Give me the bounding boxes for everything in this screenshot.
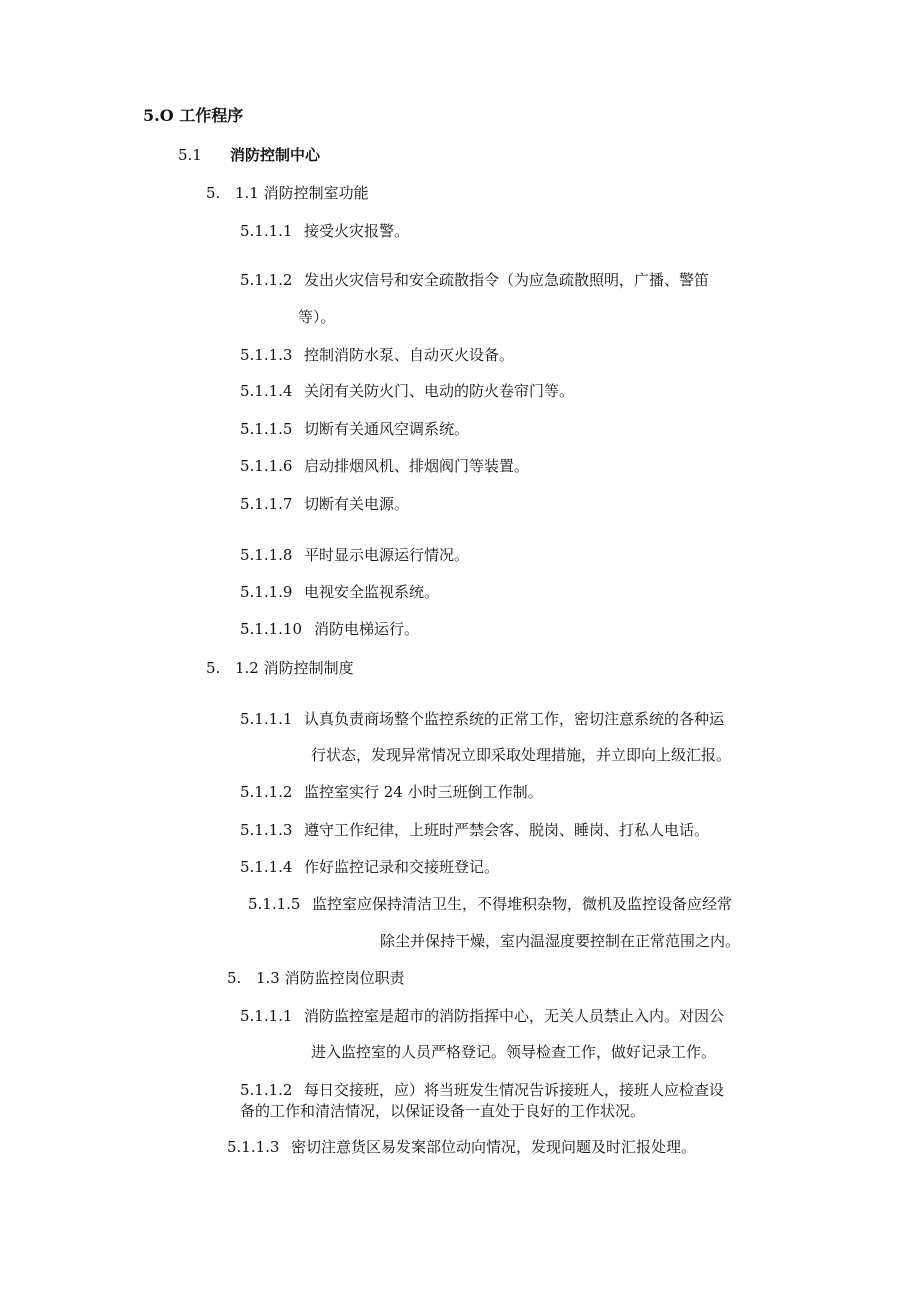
list-item <box>240 345 514 365</box>
item-number: 5.1.1.1 <box>240 222 293 240</box>
list-item <box>240 1006 724 1026</box>
item-number: 5.1.1.2 <box>240 271 293 289</box>
item-text: 切断有关电源。 <box>304 495 410 513</box>
item-number: 5.1.1.9 <box>240 583 293 601</box>
list-item <box>240 221 409 241</box>
subsection-1-1 <box>206 183 369 203</box>
list-item <box>240 1080 724 1100</box>
item-number: 5.1.1.3 <box>227 1138 280 1156</box>
item-number: 5.1.1.4 <box>240 858 293 876</box>
list-item <box>240 381 574 401</box>
item-text: 启动排烟风机、排烟阀门等装置。 <box>304 457 530 475</box>
section-5-1 <box>178 145 320 165</box>
list-item <box>240 782 543 802</box>
item-text: 作好监控记录和交接班登记。 <box>304 858 500 876</box>
item-text: 消防监控室是超市的消防指挥中心，无关人员禁止入内。对因公 <box>304 1007 725 1025</box>
item-text: 接受火灾报警。 <box>304 222 410 240</box>
section-number: 5.1 <box>178 146 202 164</box>
list-item <box>240 456 529 476</box>
item-text: 消防电梯运行。 <box>314 620 420 638</box>
item-text: 每日交接班，应）将当班发生情况告诉接班人，接班人应检查设 <box>304 1081 725 1099</box>
item-number: 5.1.1.10 <box>240 620 303 638</box>
item-text: 遵守工作纪律，上班时严禁会客、脱岗、睡岗、打私人电话。 <box>304 821 710 839</box>
item-number: 5.1.1.2 <box>240 783 293 801</box>
item-text: 密切注意货区易发案部位动向情况，发现问题及时汇报处理。 <box>291 1138 697 1156</box>
item-text: 电视安全监视系统。 <box>304 583 440 601</box>
list-item <box>248 894 732 914</box>
item-text: 监控室应保持清洁卫生，不得堆积杂物，微机及监控设备应经常 <box>312 895 733 913</box>
subsection-title: 1.3 消防监控岗位职责 <box>256 969 405 987</box>
item-number: 5.1.1.7 <box>240 495 293 513</box>
list-item <box>240 857 499 877</box>
item-text: 切断有关通风空调系统。 <box>304 420 470 438</box>
item-text: 监控室实行 24 小时三班倒工作制。 <box>304 783 543 801</box>
subsection-title: 1.2 消防控制制度 <box>235 659 354 677</box>
list-item <box>240 619 419 639</box>
item-number: 5.1.1.1 <box>240 710 293 728</box>
item-number: 5.1.1.4 <box>240 382 293 400</box>
item-number: 5.1.1.2 <box>240 1081 293 1099</box>
list-item <box>240 545 469 565</box>
heading: 5.O 工作程序 <box>143 106 244 125</box>
item-number: 5.1.1.6 <box>240 457 293 475</box>
list-item <box>240 494 409 514</box>
item-continuation: 等）。 <box>298 308 336 326</box>
list-item <box>240 419 469 439</box>
subsection-number: 5. <box>206 659 221 677</box>
item-number: 5.1.1.1 <box>240 1007 293 1025</box>
item-text: 发出火灾信号和安全疏散指令（为应急疏散照明，广播、警笛 <box>304 271 710 289</box>
item-continuation: 行状态，发现异常情况立即采取处理措施，并立即向上级汇报。 <box>311 746 732 764</box>
item-number: 5.1.1.3 <box>240 821 293 839</box>
list-item <box>240 582 439 602</box>
subsection-number: 5. <box>206 184 221 202</box>
list-item <box>227 1137 696 1157</box>
list-item <box>240 709 724 729</box>
subsection-1-2 <box>206 658 354 678</box>
subsection-number: 5. <box>227 969 242 987</box>
item-text: 平时显示电源运行情况。 <box>304 546 470 564</box>
item-number: 5.1.1.5 <box>240 420 293 438</box>
list-item <box>240 820 709 840</box>
subsection-title: 1.1 消防控制室功能 <box>235 184 369 202</box>
item-number: 5.1.1.3 <box>240 346 293 364</box>
item-continuation: 除尘并保持干燥，室内温湿度要控制在正常范围之内。 <box>380 932 741 950</box>
item-continuation: 进入监控室的人员严格登记。领导检查工作，做好记录工作。 <box>311 1043 717 1061</box>
section-title: 消防控制中心 <box>230 146 321 164</box>
item-number: 5.1.1.8 <box>240 546 293 564</box>
item-continuation: 备的工作和清洁情况，以保证设备一直处于良好的工作状况。 <box>240 1102 646 1120</box>
item-number: 5.1.1.5 <box>248 895 301 913</box>
item-text: 关闭有关防火门、电动的防火卷帘门等。 <box>304 382 575 400</box>
item-text: 认真负责商场整个监控系统的正常工作，密切注意系统的各种运 <box>304 710 725 728</box>
item-text: 控制消防水泵、自动灭火设备。 <box>304 346 515 364</box>
subsection-1-3 <box>227 968 405 988</box>
list-item <box>240 270 709 290</box>
